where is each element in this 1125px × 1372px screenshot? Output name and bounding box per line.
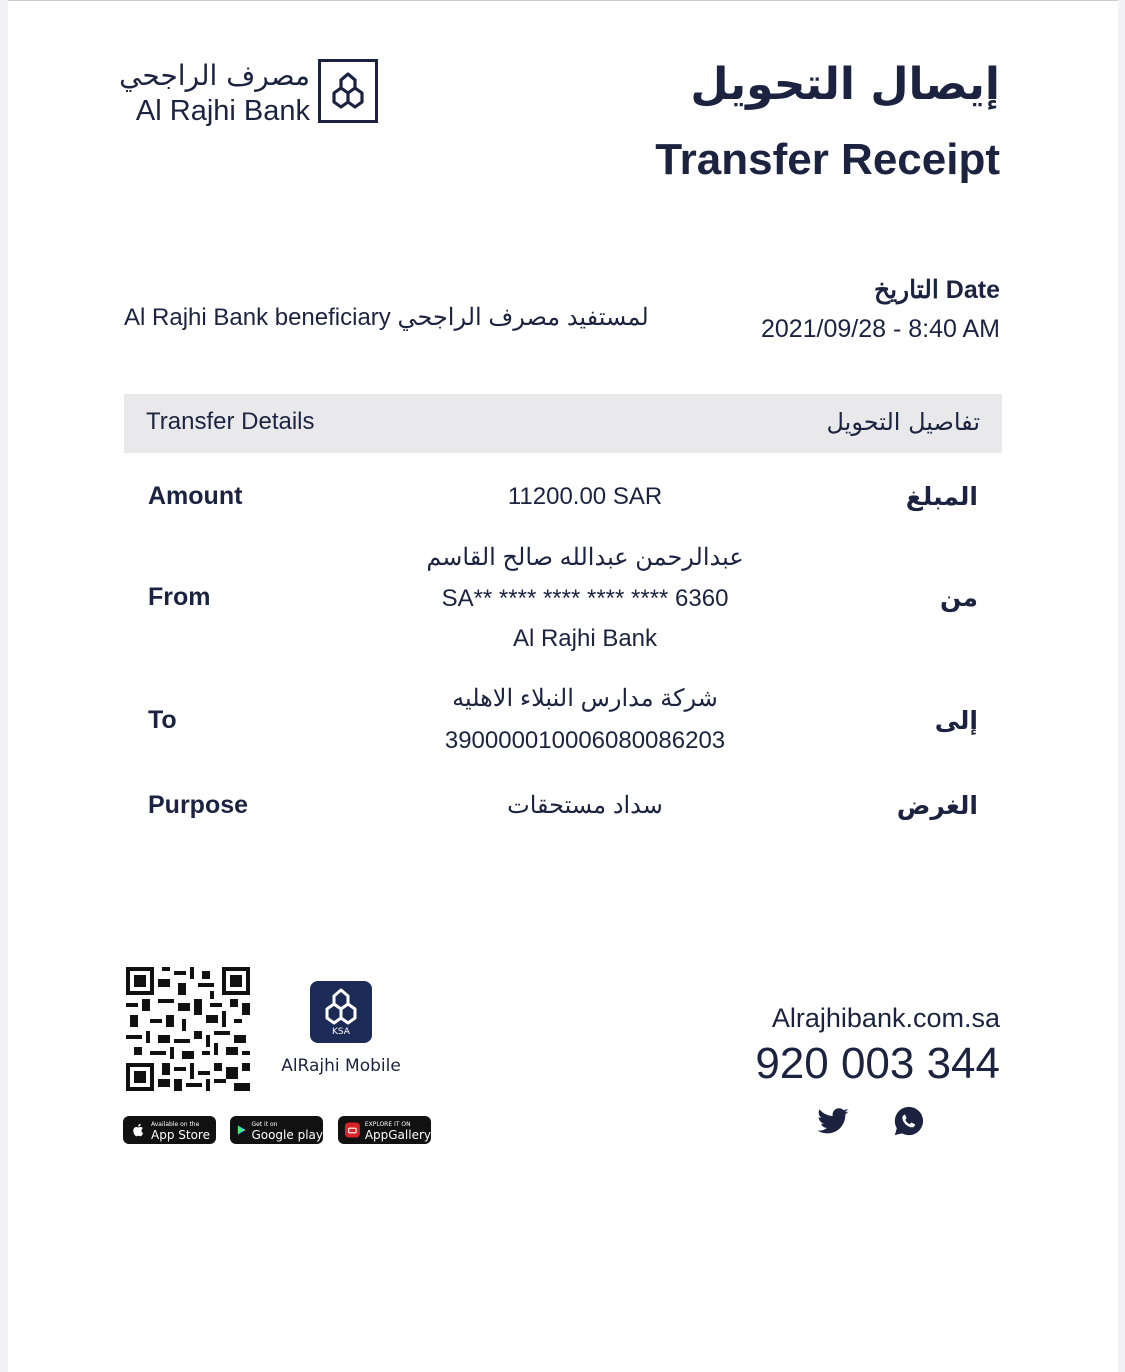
amount-label-ar: المبلغ	[905, 482, 978, 511]
beneficiary-type: Al Rajhi Bank beneficiary لمستفيد مصرف الراجحي	[124, 304, 649, 331]
to-account: 390000010006080086203	[444, 727, 726, 754]
app-store-small: Available on the	[151, 1121, 200, 1128]
bank-name-english: Al Rajhi Bank	[135, 95, 310, 127]
amount-value: 11200.00 SAR	[507, 483, 663, 510]
whatsapp-icon[interactable]	[892, 1104, 926, 1138]
transfer-details-title-en: Transfer Details	[146, 408, 315, 435]
twitter-icon[interactable]	[816, 1104, 850, 1138]
from-account: SA** **** **** **** **** 6360	[441, 585, 729, 612]
purpose-label-en: Purpose	[148, 791, 249, 819]
app-icon-text: KSA	[332, 1027, 350, 1037]
date-label: التاريخ Date	[873, 276, 1000, 304]
google-play-icon	[236, 1121, 247, 1139]
date-value: 2021/09/28 - 8:40 AM	[760, 315, 1000, 343]
app-gallery-small: EXPLORE IT ON	[364, 1121, 411, 1128]
from-bank: Al Rajhi Bank	[512, 625, 658, 652]
huawei-icon	[344, 1121, 361, 1139]
app-gallery-big: AppGallery	[364, 1128, 431, 1142]
bank-name-arabic: مصرف الراجحي	[119, 59, 310, 92]
app-store-badge[interactable]	[123, 1116, 216, 1144]
from-label-ar: من	[940, 583, 978, 612]
to-name: شركة مدارس النبلاء الاهليه	[452, 685, 718, 712]
phone-number[interactable]: 920 003 344	[755, 1039, 1000, 1088]
app-name: AlRajhi Mobile	[281, 1056, 401, 1076]
google-play-badge[interactable]	[230, 1116, 323, 1144]
app-gallery-badge[interactable]	[338, 1116, 431, 1144]
alrajhi-mobile-app-icon[interactable]	[310, 981, 372, 1043]
purpose-label-ar: الغرض	[896, 791, 978, 820]
from-label-en: From	[148, 583, 211, 611]
app-store-big: App Store	[151, 1128, 210, 1142]
website-link[interactable]: Alrajhibank.com.sa	[771, 1003, 1000, 1033]
google-play-small: Get it on	[251, 1121, 278, 1128]
bank-logo-icon	[318, 59, 378, 123]
transfer-details-header	[124, 394, 1002, 453]
to-label-ar: إلى	[934, 706, 978, 735]
title-arabic: إيصال التحويل	[690, 59, 1000, 110]
title-english: Transfer Receipt	[655, 135, 1000, 184]
from-name: عبدالرحمن عبدالله صالح القاسم	[426, 544, 744, 571]
qr-code-icon	[126, 967, 250, 1091]
to-label-en: To	[148, 706, 177, 734]
amount-label-en: Amount	[148, 482, 243, 510]
apple-icon	[129, 1121, 147, 1139]
google-play-big: Google play	[251, 1128, 323, 1142]
receipt-page	[8, 0, 1118, 1372]
purpose-value: سداد مستحقات	[507, 792, 663, 819]
transfer-details-title-ar: تفاصيل التحويل	[826, 408, 980, 436]
